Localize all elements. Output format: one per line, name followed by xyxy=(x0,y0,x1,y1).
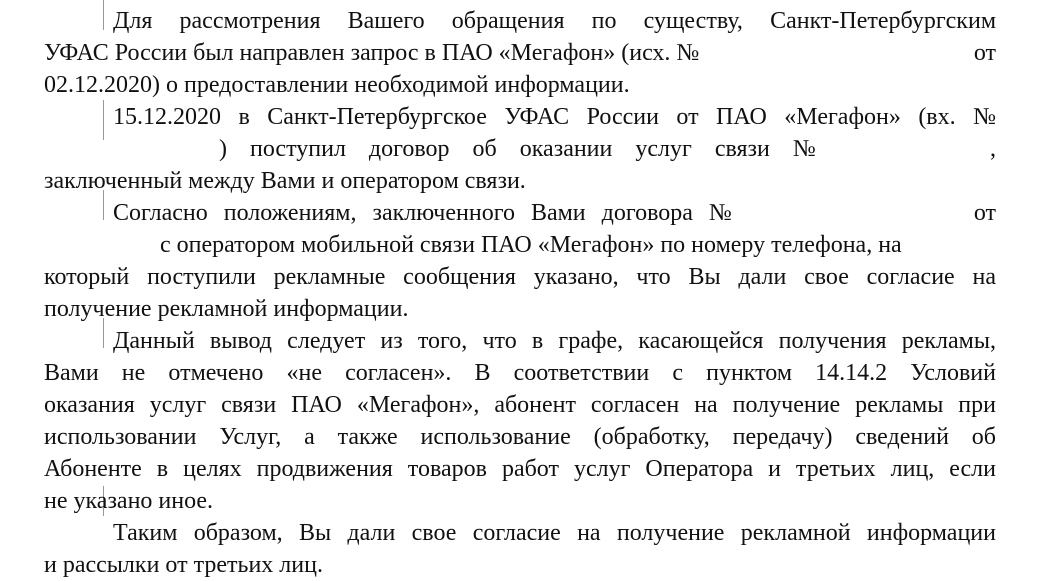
paragraph-1-line-3: 02.12.2020) о предоставлении необходимой информации. xyxy=(44,72,630,98)
request-text: УФАС России был направлен запрос в ПАО «Мегафон» (исх. № xyxy=(44,40,700,66)
paragraph-2-line-3: заключенный между Вами и оператором связи. xyxy=(44,168,526,194)
paragraph-1-line-2 xyxy=(44,37,996,69)
paragraph-3-line-4: получение рекламной информации. xyxy=(44,296,409,322)
agreement-text: Согласно положениям, заключенного Вами договора № xyxy=(113,200,732,226)
agreement-date-prefix: от xyxy=(973,200,996,226)
contract-received-text: ) поступил договор об оказании услуг связи № xyxy=(219,136,816,162)
paragraph-2-line-1: 15.12.2020 в Санкт-Петербургское УФАС России от ПАО «Мегафон» (вх. № xyxy=(113,104,996,130)
paragraph-3-line-1 xyxy=(113,197,996,229)
paragraph-5-line-2: и рассылки от третьих лиц. xyxy=(44,552,323,578)
contract-number-comma: , xyxy=(990,136,996,162)
paragraph-4-line-3: оказания услуг связи ПАО «Мегафон», абонент согласен на получение рекламы при xyxy=(44,392,996,418)
paragraph-4-line-6: не указано иное. xyxy=(44,488,214,514)
margin-mark xyxy=(103,100,104,140)
margin-mark xyxy=(103,0,104,30)
operator-text: с оператором мобильной связи ПАО «Мегафон» по номеру телефона, на xyxy=(160,232,902,258)
paragraph-3-line-3: который поступили рекламные сообщения указано, что Вы дали свое согласие на xyxy=(44,264,996,290)
paragraph-4-line-1: Данный вывод следует из того, что в графе, касающейся получения рекламы, xyxy=(113,328,996,354)
paragraph-4-line-2: Вами не отмечено «не согласен». В соответствии с пунктом 14.14.2 Условий xyxy=(44,360,996,386)
paragraph-4-line-4: использовании Услуг, а также использование (обработку, передачу) сведений об xyxy=(44,424,996,450)
paragraph-5-line-1: Таким образом, Вы дали свое согласие на получение рекламной информации xyxy=(113,520,996,546)
paragraph-4-line-5: Абоненте в целях продвижения товаров работ услуг Оператора и третьих лиц, если xyxy=(44,456,996,482)
request-date-prefix: от xyxy=(973,40,996,66)
paragraph-1-line-1: Для рассмотрения Вашего обращения по существу, Санкт-Петербургским xyxy=(113,8,996,34)
